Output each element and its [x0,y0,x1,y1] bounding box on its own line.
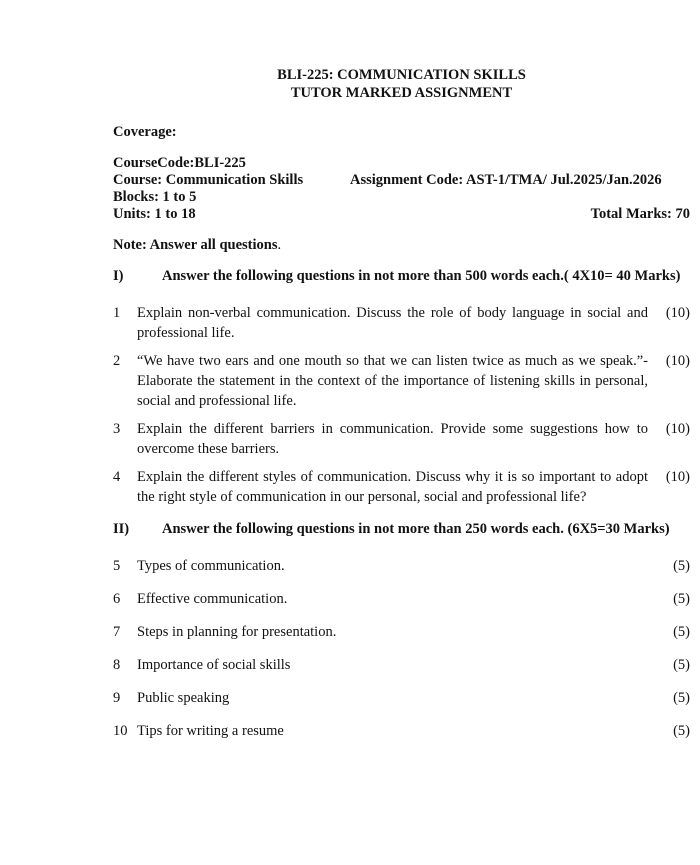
section-1-heading [113,268,690,285]
section-1-label: I) [113,268,124,284]
question-marks: (5) [673,624,690,640]
question-text: Effective communication. [137,591,288,607]
question-row [113,655,690,675]
question-number: 1 [113,305,121,321]
document-title [113,66,690,102]
question-number: 3 [113,421,121,437]
coverage-label: Coverage: [113,124,177,140]
course-code-row [113,155,690,172]
total-marks: Total Marks: 70 [590,206,690,222]
question-text: Explain non-verbal communication. Discuss the role of body language in social and professional life. [137,305,648,341]
question-number: 5 [113,558,121,574]
section-2-questions [113,556,690,741]
section-2-heading [113,521,690,538]
title-line-1: BLI-225: COMMUNICATION SKILLS [277,67,526,83]
course-row [113,172,690,189]
question-marks: (5) [673,657,690,673]
section-1-title: Answer the following questions in not more than 500 words each.( 4X10= 40 Marks) [162,268,681,284]
question-marks: (5) [673,558,690,574]
section-1-questions [113,303,690,507]
question-row [113,721,690,741]
question-marks: (10) [665,305,690,321]
question-number: 10 [113,723,128,739]
question-row [113,556,690,576]
question-row [113,688,690,708]
question-marks: (5) [673,723,690,739]
course-code: CourseCode:BLI-225 [113,155,246,171]
blocks: Blocks: 1 to 5 [113,189,197,205]
question-text: Types of communication. [137,558,285,574]
section-2-title: Answer the following questions in not more than 250 words each. (6X5=30 Marks) [162,521,670,537]
question-row [113,419,690,459]
question-number: 2 [113,353,121,369]
question-text: Public speaking [137,690,230,706]
question-text: Steps in planning for presentation. [137,624,337,640]
question-text: Explain the different styles of communication. Discuss why it is so important to adopt the right style of communication in our personal, social and professional life? [137,469,648,505]
blocks-row [113,189,690,206]
question-marks: (5) [673,591,690,607]
question-text: Explain the different barriers in communication. Provide some suggestions how to overcome these barriers. [137,421,648,457]
question-number: 7 [113,624,121,640]
assignment-document [113,66,690,741]
question-marks: (5) [673,690,690,706]
question-number: 8 [113,657,121,673]
question-row [113,622,690,642]
question-text: Importance of social skills [137,657,291,673]
units: Units: 1 to 18 [113,206,196,222]
question-number: 4 [113,469,121,485]
note-period: . [277,237,282,253]
question-number: 9 [113,690,121,706]
question-marks: (10) [665,353,690,369]
section-2-label: II) [113,521,130,537]
question-number: 6 [113,591,121,607]
question-marks: (10) [665,469,690,485]
assignment-code: Assignment Code: AST-1/TMA/ Jul.2025/Jan.2026 [350,172,662,188]
course-name: Course: Communication Skills [113,172,304,188]
course-info-block [113,155,690,223]
title-line-2: TUTOR MARKED ASSIGNMENT [290,85,513,101]
question-row [113,467,690,507]
note-text: Note: Answer all questions [113,237,278,253]
note [113,237,690,254]
question-marks: (10) [665,421,690,437]
question-row [113,351,690,411]
units-row [113,206,690,223]
question-text: “We have two ears and one mouth so that we can listen twice as much as we speak.”- Elaborate the statement in the context of the importance of listening skills in personal, social and professional life. [137,353,648,409]
question-row [113,589,690,609]
question-text: Tips for writing a resume [137,723,284,739]
question-row [113,303,690,343]
